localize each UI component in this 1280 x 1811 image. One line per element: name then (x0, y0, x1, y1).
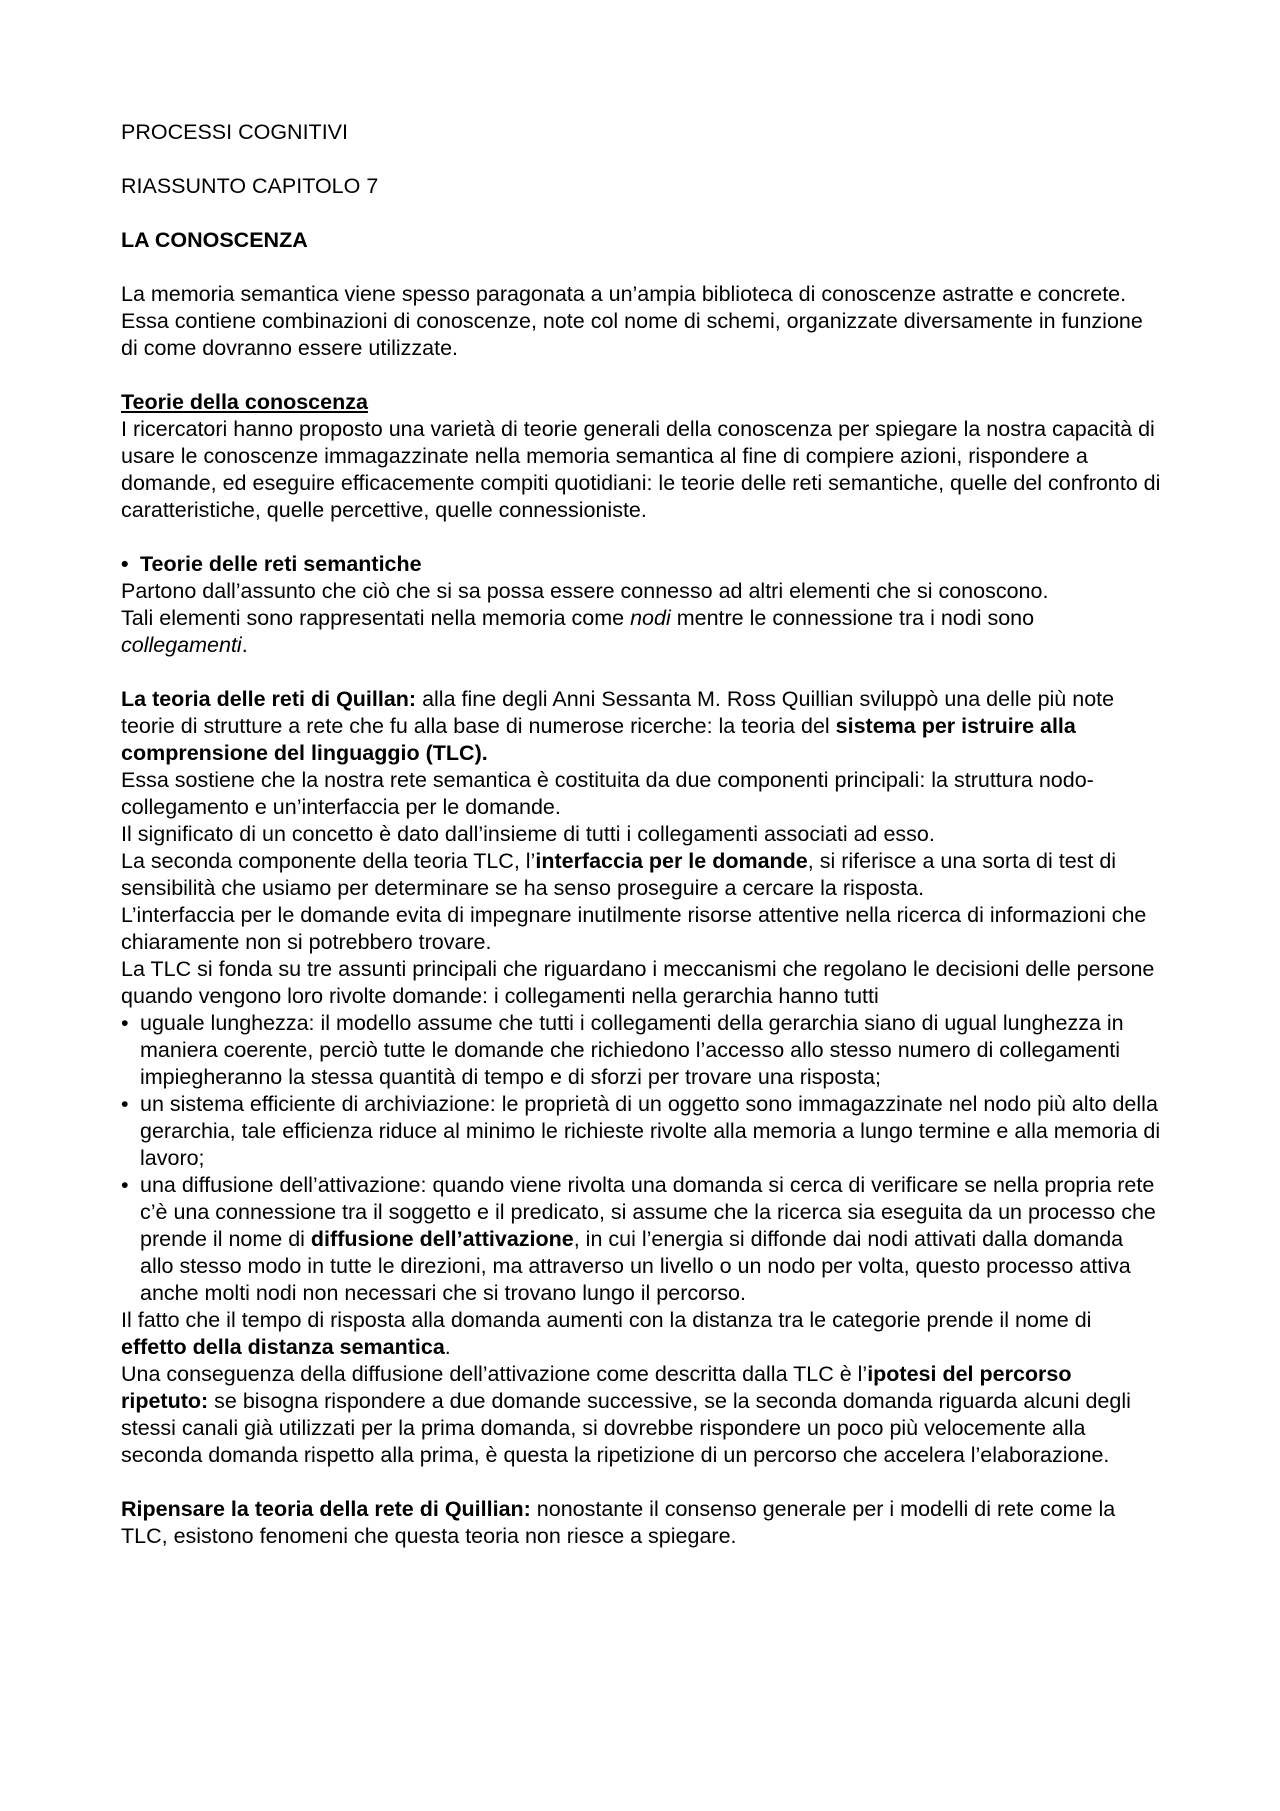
repeated-path-term: ipotesi del percorso ripetuto: (121, 1362, 1072, 1413)
list-item-2: • un sistema efficiente di archiviazione: le proprietà di un oggetto sono immagazzinate nel nodo più alto della gerarchia, tale efficienza riduce al minimo le richieste rivolte alla memoria a lungo termine e alla memoria di lavoro; (121, 1091, 1161, 1172)
text-run: alla fine degli Anni Sessanta M. Ross Quillian sviluppò una delle più note teorie di strutture a rete che fu alla base di numerose ricerche: la teoria del (121, 687, 1115, 738)
italic-term-nodi: nodi (630, 606, 671, 630)
theories-heading: Teorie della conoscenza (121, 390, 368, 414)
interface-term: interfaccia per le domande (535, 849, 808, 873)
list-item-1: • uguale lunghezza: il modello assume che tutti i collegamenti della gerarchia siano di ugual lunghezza in maniera coerente, perciò tutte le domande che richiedono l’accesso allo stesso numero di collegamenti impiegheranno la stessa quantità di tempo e di sforzi per trovare una risposta; (121, 1010, 1161, 1091)
tlc-paragraph-4: L’interfaccia per le domande evita di impegnare inutilmente risorse attentive nella ricerca di informazioni che chiaramente non si potrebbero trovare. (121, 903, 1147, 954)
text-run: Tali elementi sono rappresentati nella memoria come (121, 606, 631, 630)
tlc-paragraph-2: Il significato di un concetto è dato dall’insieme di tutti i collegamenti associati ad esso. (121, 822, 935, 846)
document-body (121, 119, 1161, 1550)
intro-paragraph-1: La memoria semantica viene spesso paragonata a un’ampia biblioteca di conoscenze astratte e concrete. (121, 282, 1127, 306)
networks-heading-row (121, 551, 1161, 578)
theories-paragraph: I ricercatori hanno proposto una varietà di teorie generali della conoscenza per spiegare la nostra capacità di usare le conoscenze immagazzinate nella memoria semantica al fine di compiere azioni, rispondere a domande, ed eseguire efficacemente compiti quotidiani: le teorie delle reti semantiche, quelle del confronto di caratteristiche, quelle percettive, quelle connessioniste. (121, 417, 1161, 522)
rethink-label: Ripensare la teoria della rete di Quillian: (121, 1497, 531, 1521)
networks-paragraph-2 (121, 605, 1161, 659)
quillan-paragraph (121, 686, 1161, 767)
tlc-term: sistema per istruire alla comprensione del linguaggio (TLC). (121, 714, 1076, 765)
networks-paragraph-1: Partono dall’assunto che ciò che si sa possa essere connesso ad altri elementi che si conoscono. (121, 579, 1049, 603)
text-run: Una conseguenza della diffusione dell’attivazione come descritta dalla TLC è l’ (121, 1362, 868, 1386)
rethink-paragraph (121, 1496, 1161, 1550)
text-run: Il fatto che il tempo di risposta alla domanda aumenti con la distanza tra le categorie prende il nome di (121, 1308, 1092, 1332)
text-run: . (241, 633, 248, 657)
course-title: PROCESSI COGNITIVI (121, 120, 348, 144)
quillan-label: La teoria delle reti di Quillan: (121, 687, 417, 711)
intro-paragraph-2: Essa contiene combinazioni di conoscenze, note col nome di schemi, organizzate diversamente in funzione di come dovranno essere utilizzate. (121, 309, 1143, 360)
distance-paragraph (121, 1307, 1161, 1361)
semantic-distance-term: effetto della distanza semantica (121, 1335, 445, 1359)
chapter-title: RIASSUNTO CAPITOLO 7 (121, 174, 379, 198)
text-run: se bisogna rispondere a due domande successive, se la seconda domanda riguarda alcuni degli stessi canali già utilizzati per la prima domanda, si dovrebbe rispondere un poco più velocemente alla seconda domanda rispetto alla prima, è questa la ripetizione di un percorso che accelera l’elaborazione. (121, 1389, 1131, 1467)
networks-heading: Teorie delle reti semantiche (140, 552, 422, 576)
text-run: , in cui l’energia si diffonde dai nodi attivati dalla domanda allo stesso modo in tutte le direzioni, ma attraverso un livello o un nodo per volta, questo processo attiva anche molti nodi non necessari che si trovano lungo il percorso. (140, 1227, 1131, 1305)
tlc-paragraph-1: Essa sostiene che la nostra rete semantica è costituita da due componenti principali: la struttura nodo-collegamento e un’interfaccia per le domande. (121, 768, 1094, 819)
text-run: , si riferisce a una sorta di test di sensibilità che usiamo per determinare se ha senso proseguire a cercare la risposta. (121, 849, 1117, 900)
text-run: nonostante il consenso generale per i modelli di rete come la TLC, esistono fenomeni che questa teoria non riesce a spiegare. (121, 1497, 1116, 1548)
italic-term-collegamenti: collegamenti (121, 633, 242, 657)
text-run: una diffusione dell’attivazione: quando viene rivolta una domanda si cerca di verificare se nella propria rete c’è una connessione tra il soggetto e il predicato, si assume che la ricerca sia eseguita da un processo che prende il nome di (140, 1173, 1156, 1251)
spreading-activation-term: diffusione dell’attivazione (310, 1227, 574, 1251)
tlc-paragraph-3 (121, 848, 1161, 902)
text-run: mentre le connessione tra i nodi sono (670, 606, 1035, 630)
bullet-marker: • (121, 552, 129, 576)
text-run: La seconda componente della teoria TLC, l’ (121, 849, 536, 873)
path-paragraph (121, 1361, 1161, 1469)
section-heading: LA CONOSCENZA (121, 228, 308, 252)
tlc-paragraph-5: La TLC si fonda su tre assunti principali che riguardano i meccanismi che regolano le decisioni delle persone quando vengono loro rivolte domande: i collegamenti nella gerarchia hanno tutti (121, 957, 1155, 1008)
list-item-3 (121, 1172, 1161, 1307)
text-run: . (444, 1335, 451, 1359)
